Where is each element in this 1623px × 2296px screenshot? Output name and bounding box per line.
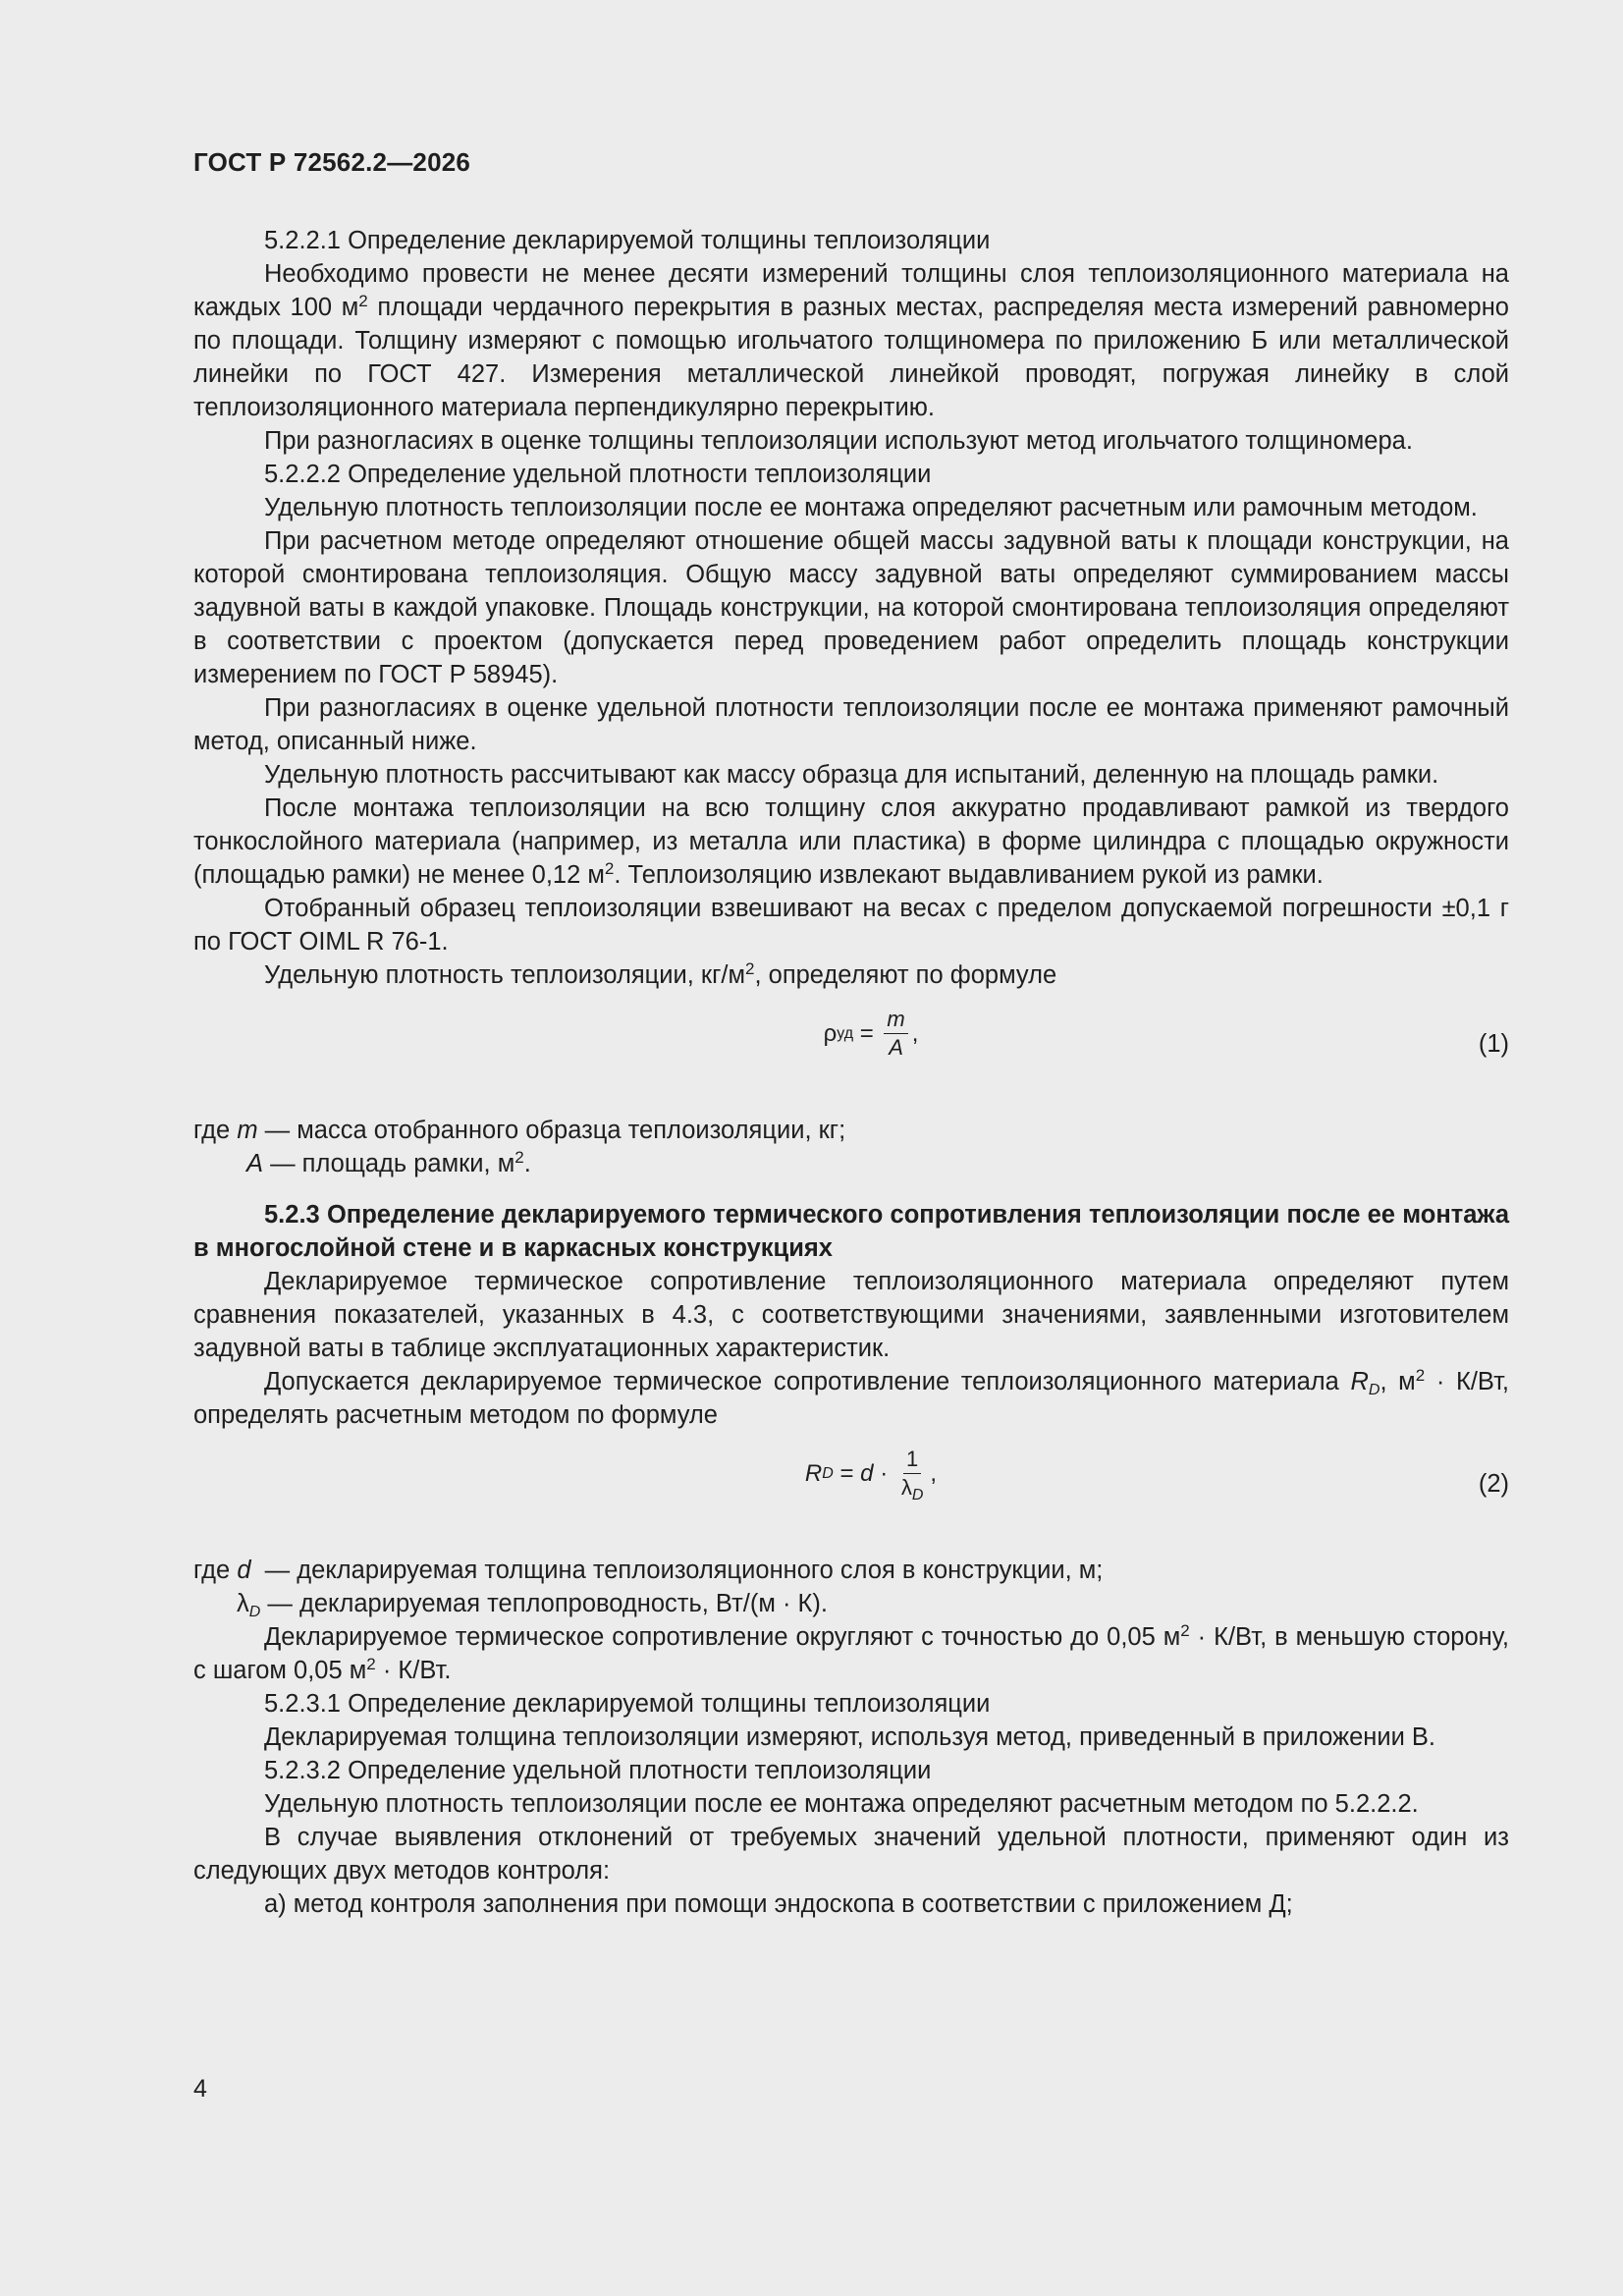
paragraph: В случае выявления отклонений от требуемых значений удельной плотности, применяют один из следующих двух методов контроля: [193,1824,1509,1885]
document-body [193,224,1509,1921]
where-line: где d — декларируемая толщина теплоизоляционного слоя в конструкции, м; [193,1557,1104,1584]
paragraph: После монтажа теплоизоляции на всю толщину слоя аккуратно продавливают рамкой из твердого тонкослойного материала (например, из металла или пластика) в форме цилиндра с площадью окружности (площадью рамки) не менее 0,12 $м^2$. Теплоизоляцию извлекают выдавливанием рукой из рамки. [193,794,1509,889]
paragraph: При расчетном методе определяют отношение общей массы задувной ваты к площади конструкции, на которой смонтирована теплоизоляция. Общую массу задувной ваты определяют суммированием массы задувной ваты в каждой упаковке. Площадь конструкции, на которой смонтирована теплоизоляция определяют в соответствии с проектом (допускается перед проведением работ определить площадь конструкции измерением по ГОСТ Р 58945). [193,527,1509,688]
formula-1-expression: ρ уд = $\frac{m}{A}$ , [823,1007,919,1060]
clause-5-2-2-1-title: 5.2.2.1 Определение декларируемой толщины теплоизоляции [264,227,991,254]
fraction: $\frac{1}{\lambda_D}$ [900,1447,924,1503]
formula-1-number: (1) [1478,1030,1509,1058]
paragraph: Декларируемое термическое сопротивление теплоизоляционного материала определяют путем сравнения показателей, указанных в 4.3, с соответствующими значениями, заявленными изготовителем задувной ваты в таблице эксплуатационных характеристик. [193,1268,1509,1362]
paragraph: Удельную плотность теплоизоляции, $кг/м^2$, определяют по формуле [264,959,1057,989]
clause-5-2-2-2-title: 5.2.2.2 Определение удельной плотности теплоизоляции [264,461,932,488]
document-header: ГОСТ Р 72562.2—2026 [193,147,471,177]
clause-5-2-3-heading: 5.2.3 Определение декларируемого термического сопротивления теплоизоляции после ее монтажа в многослойной стене и в каркасных конструкциях [193,1201,1509,1262]
formula-2-expression: R D = d · $\frac{1}{\lambda_D}$ , [804,1447,938,1503]
paragraph: При разногласиях в оценке толщины теплоизоляции используют метод игольчатого толщиномера. [264,427,1413,455]
clause-5-2-3-1-title: 5.2.3.1 Определение декларируемой толщины теплоизоляции [264,1690,991,1718]
where-line: $\lambda_D$ — декларируемая теплопроводность, Вт/(м · К). [237,1590,828,1620]
clause-5-2-3-2-title: 5.2.3.2 Определение удельной плотности теплоизоляции [264,1757,932,1784]
formula-2-number: (2) [1478,1470,1509,1498]
fraction: $\frac{m}{A}$ [884,1006,907,1062]
page-number: 4 [193,2075,207,2103]
paragraph: При разногласиях в оценке удельной плотности теплоизоляции после ее монтажа применяют рамочный метод, описанный ниже. [193,694,1509,755]
where-line: A — площадь рамки, $м^2$. [246,1148,531,1177]
list-item: а) метод контроля заполнения при помощи эндоскопа в соответствии с приложением Д; [264,1890,1293,1918]
where-line: где m — масса отобранного образца теплоизоляции, кг; [193,1117,846,1144]
paragraph: Отобранный образец теплоизоляции взвешивают на весах с пределом допускаемой погрешности ±0,1 г по ГОСТ OIML R 76-1. [193,895,1509,956]
paragraph: Удельную плотность рассчитывают как массу образца для испытаний, деленную на площадь рамки. [264,761,1439,789]
formula-2 [193,1446,1509,1524]
paragraph: Допускается декларируемое термическое сопротивление теплоизоляционного материала $R_D$, $м^2 \cdot К/Вт$, определять расчетным методом по формуле [193,1366,1510,1429]
paragraph: Необходимо провести не менее десяти измерений толщины слоя теплоизоляционного материала на каждых 100 $м^2$ площади чердачного перекрытия в разных местах, распределяя места измерений равномерно по площади. Толщину измеряют с помощью игольчатого толщиномера по приложению Б или металлической линейки по ГОСТ 427. Измерения металлической линейкой проводят, погружая линейку в слой теплоизоляционного материала перпендикулярно перекрытию. [193,260,1509,421]
paragraph: Декларируемая толщина теплоизоляции измеряют, используя метод, приведенный в приложении В. [264,1723,1435,1751]
paragraph: Удельную плотность теплоизоляции после ее монтажа определяют расчетным или рамочным методом. [264,494,1478,521]
paragraph: Декларируемое термическое сопротивление округляют с точностью до 0,05 $м^2 \cdot К/Вт$, в меньшую сторону, с шагом 0,05 $м^2 \cdot К/Вт$. [193,1621,1510,1684]
paragraph: Удельную плотность теплоизоляции после ее монтажа определяют расчетным методом по 5.2.2.2. [264,1790,1419,1818]
formula-1 [193,1006,1509,1084]
